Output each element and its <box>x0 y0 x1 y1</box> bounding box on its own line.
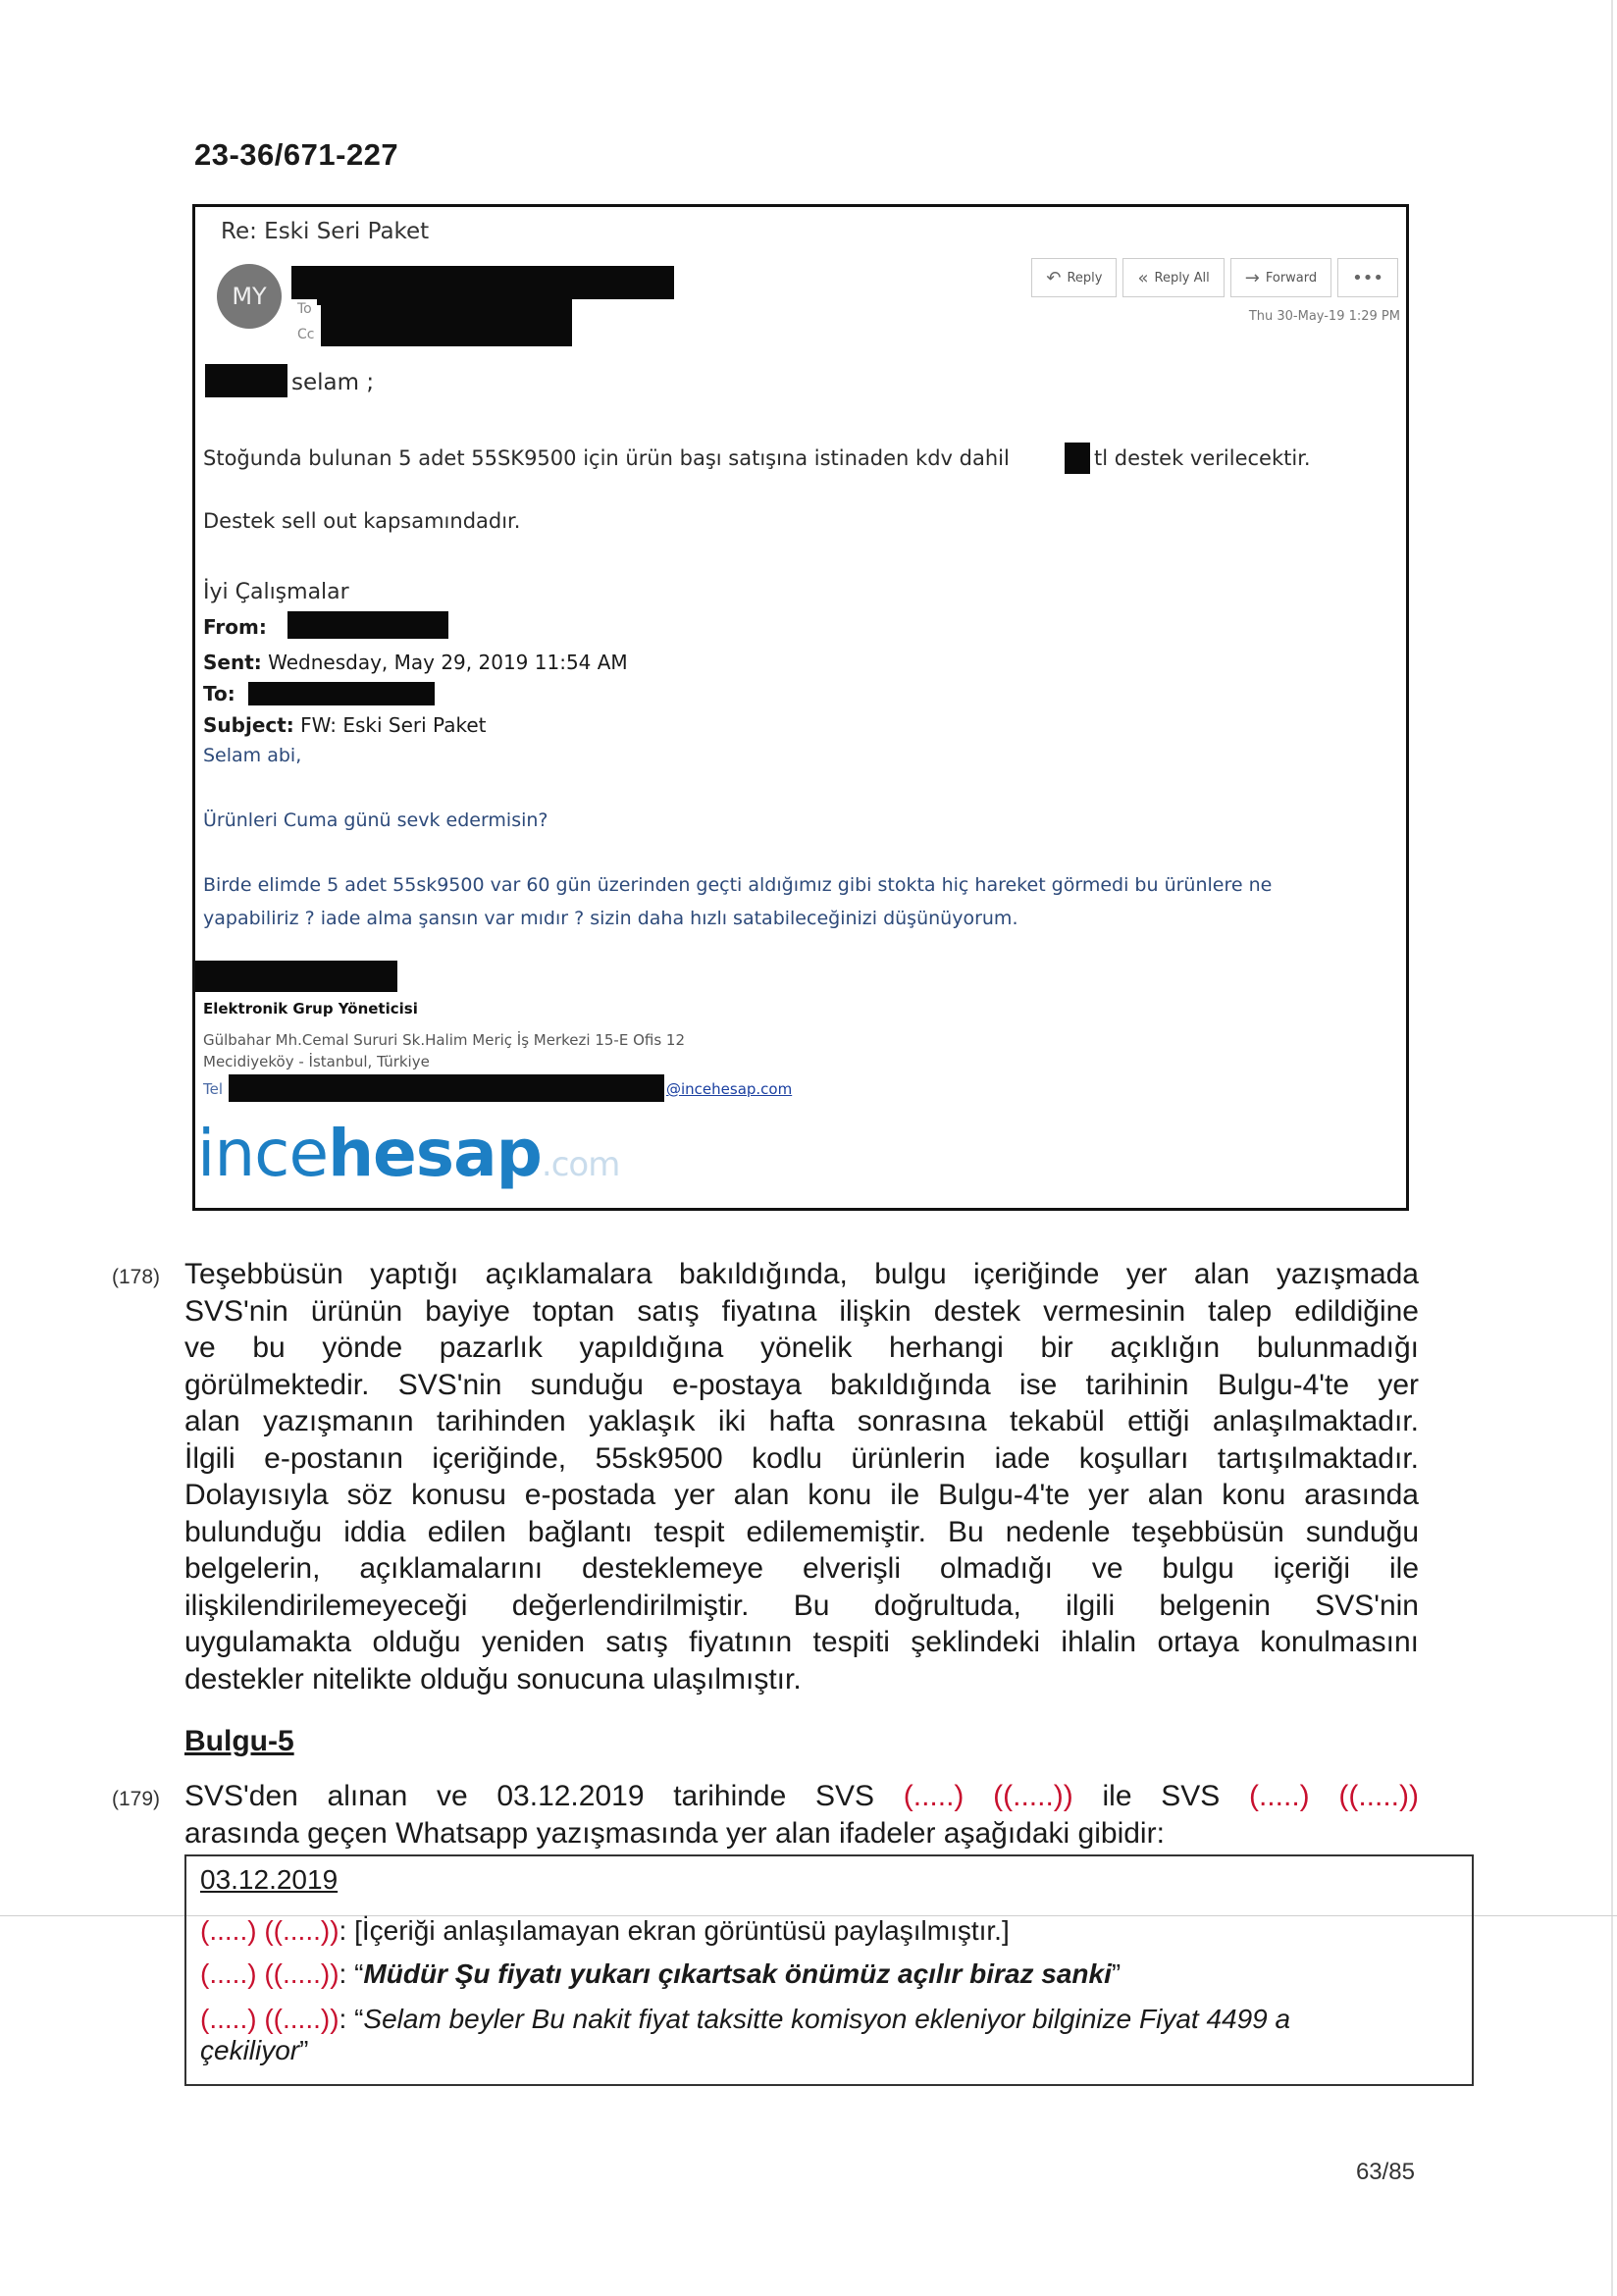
whatsapp-message-1: (.....) ((.....)): [İçeriği anlaşılamayan ekran görüntüsü paylaşılmıştır.] <box>200 1915 1010 1946</box>
redaction-sender <box>291 266 674 299</box>
email-subject: Re: Eski Seri Paket <box>221 219 430 244</box>
email-body-line1b: tl destek verilecektir. <box>1094 446 1311 470</box>
to-label: To <box>297 301 312 317</box>
redaction-from <box>287 611 448 639</box>
orig-greeting: Selam abi, <box>203 745 302 766</box>
redaction-tel <box>229 1074 664 1102</box>
redaction-to <box>248 682 435 705</box>
email-body-line1a: Stoğunda bulunan 5 adet 55SK9500 için ürün başı satışına istinaden kdv dahil <box>203 446 1010 470</box>
orig-subject: Subject: FW: Eski Seri Paket <box>203 713 487 737</box>
whatsapp-date: 03.12.2019 <box>200 1864 339 1895</box>
cc-label: Cc <box>297 327 315 342</box>
reply-icon: ↶ <box>1046 267 1062 288</box>
orig-line3: yapabiliriz ? iade alma şansın var mıdır ? sizin daha hızlı satabileceğinizi düşünüyorum. <box>203 908 1018 929</box>
email-closing: İyi Çalışmalar <box>203 580 349 604</box>
forward-icon: → <box>1244 267 1260 288</box>
redaction-greeting <box>205 364 287 397</box>
orig-line2: Birde elimde 5 adet 55sk9500 var 60 gün üzerinden geçti aldığımız gibi stokta hiç hareket görmedi bu ürünlere ne <box>203 874 1273 896</box>
orig-sent: Sent: Wednesday, May 29, 2019 11:54 AM <box>203 651 628 674</box>
section-title: Bulgu-5 <box>184 1725 294 1757</box>
paragraph-178: Teşebbüsün yaptığı açıklamalara bakıldığında, bulgu içeriğinde yer alan yazışmada SVS'nin ürünün bayiye toptan satış fiyatına ilişkin destek vermesinin talep edildiğine ve bu yönde pazarlık yapıldığına yönelik herhangi bir açıklığın bulunmadığı görülmektedir. SVS'nin sunduğu e-postaya bakıldığında ise tarihinin Bulgu-4'te yer alan yazışmanın tarihinden yaklaşık iki hafta sonrasına tekabül ettiği anlaşılmaktadır. İlgili e-postanın içeriğinde, 55sk9500 kodlu ürünlerin iade koşulları tartışılmaktadır. Dolayısıyla söz konusu e-postada yer alan konu ile Bulgu-4'te yer alan konu arasında bulunduğu iddia edilen bağlantı tespit edilememiştir. Bu nedenle teşebbüsün sunduğu belgelerin, açıklamalarını desteklemeye elverişli olmadığı ve bulgu içeriği ile ilişkilendirilemeyeceği değerlendirilmiştir. Bu doğrultuda, ilgili belgenin SVS'nin uygulamakta olduğu yeniden satış fiyatının tespiti şeklindeki ihlalin ortaya konulmasını destekler nitelikte olduğu sonucuna ulaşılmıştır. <box>184 1258 1419 1696</box>
more-icon: ••• <box>1352 267 1383 288</box>
redaction-amount <box>1065 443 1090 474</box>
email-screenshot <box>192 204 1409 1211</box>
more-button[interactable] <box>1337 258 1398 297</box>
email-body-line2: Destek sell out kapsamındadır. <box>203 509 521 533</box>
signature-title: Elektronik Grup Yöneticisi <box>203 1000 418 1018</box>
paragraph-179: SVS'den alınan ve 03.12.2019 tarihinde SVS (.....) ((.....)) ile SVS (.....) ((.....)) arasında geçen Whatsapp yazışmasında yer alan ifadeler aşağıdaki gibidir: <box>184 1780 1419 1850</box>
incehesap-logo: incehesap.com <box>197 1116 620 1191</box>
signature-address-2: Mecidiyeköy - İstanbul, Türkiye <box>203 1053 430 1070</box>
whatsapp-message-3: (.....) ((.....)): “Selam beyler Bu nakit fiyat taksitte komisyon ekleniyor bilginize Fiyat 4499 a çekiliyor” <box>200 2004 1291 2065</box>
whatsapp-quote-box <box>184 1854 1474 2086</box>
redaction-recipients <box>321 299 572 346</box>
email-toolbar <box>1031 258 1398 297</box>
email-date: Thu 30-May-19 1:29 PM <box>1248 309 1400 324</box>
reply-all-button[interactable]: « Reply All <box>1122 258 1224 297</box>
orig-line1: Ürünleri Cuma günü sevk edermisin? <box>203 809 548 831</box>
reply-all-icon: « <box>1137 267 1149 288</box>
paragraph-number-179: (179) <box>112 1788 161 1810</box>
signature-email-link[interactable]: @incehesap.com <box>666 1080 793 1098</box>
whatsapp-message-2: (.....) ((.....)): “Müdür Şu fiyatı yukarı çıkartsak önümüz açılır biraz sanki” <box>200 1958 1121 1989</box>
avatar: MY <box>217 264 282 329</box>
reply-button[interactable]: ↶ Reply <box>1031 258 1117 297</box>
email-greeting: selam ; <box>291 370 375 395</box>
orig-to: To: <box>203 682 235 705</box>
signature-address-1: Gülbahar Mh.Cemal Sururi Sk.Halim Meriç İş Merkezi 15-E Ofis 12 <box>203 1031 685 1049</box>
redaction-signature-name <box>195 961 397 992</box>
paragraph-number-178: (178) <box>112 1266 161 1288</box>
page-number: 63/85 <box>1355 2159 1415 2185</box>
document-id: 23-36/671-227 <box>194 137 399 172</box>
scan-edge <box>1611 0 1613 2296</box>
forward-button[interactable]: → Forward <box>1230 258 1331 297</box>
signature-tel: Tel <box>203 1080 224 1098</box>
orig-from: From: <box>203 615 267 639</box>
